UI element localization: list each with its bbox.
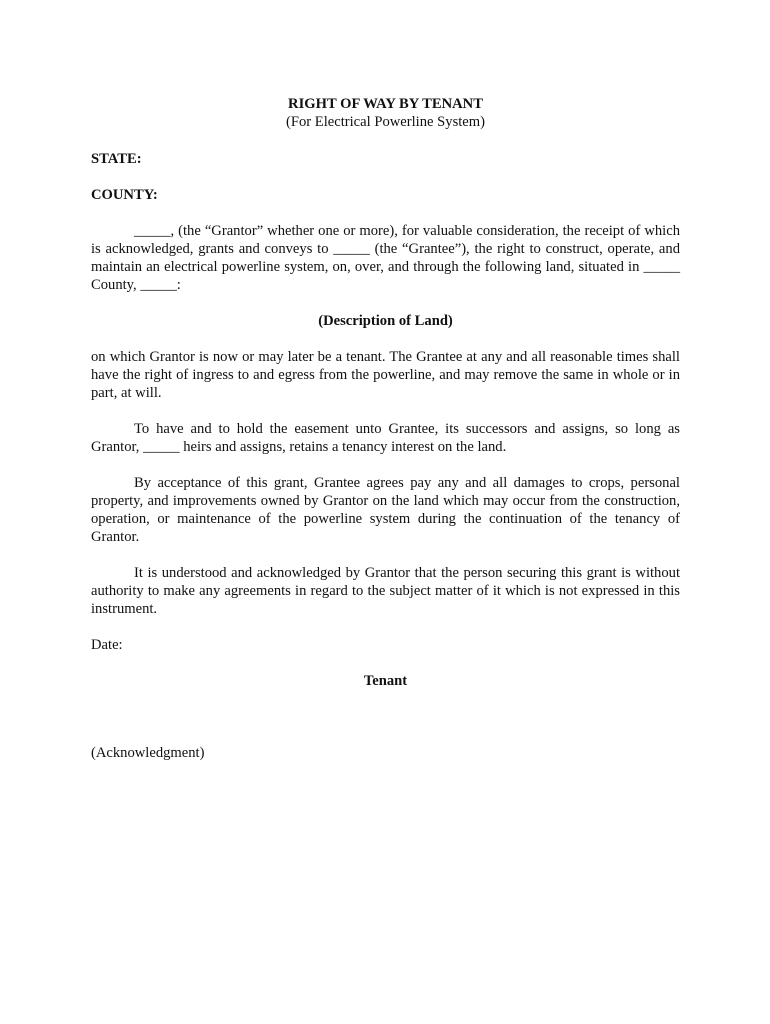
authority-paragraph: It is understood and acknowledged by Grantor that the person securing this grant is without authority to make any agreements in regard to the subject matter of it which is not expressed in this instrument. — [91, 565, 680, 617]
document-page — [91, 95, 680, 762]
acknowledgment-label: (Acknowledgment) — [91, 745, 205, 761]
date-label: Date: — [91, 637, 123, 653]
habendum-paragraph: To have and to hold the easement unto Grantee, its successors and assigns, so long as Grantor, _____ heirs and assigns, retains a tenancy interest on the land. — [91, 421, 680, 455]
document-title: RIGHT OF WAY BY TENANT — [288, 96, 483, 112]
description-of-land-heading: (Description of Land) — [318, 313, 453, 329]
document-subtitle: (For Electrical Powerline System) — [286, 114, 485, 130]
tenancy-paragraph: on which Grantor is now or may later be a tenant. The Grantee at any and all reasonable times shall have the right of ingress to and egress from the powerline, and may remove the same in whole or in part, at will. — [91, 349, 680, 401]
grant-paragraph: _____, (the “Grantor” whether one or more), for valuable consideration, the receipt of which is acknowledged, grants and conveys to _____ (the “Grantee”), the right to construct, operate, and maintain an electrical powerline system, on, over, and through the following land, situated in _____ County, _____: — [91, 223, 680, 293]
tenant-signature-label: Tenant — [363, 673, 408, 689]
county-label: COUNTY: — [91, 187, 158, 203]
damages-paragraph: By acceptance of this grant, Grantee agrees pay any and all damages to crops, personal property, and improvements owned by Grantor on the land which may occur from the construction, operation, or maintenance of the powerline system during the continuation of the tenancy of Grantor. — [91, 475, 680, 545]
state-label: STATE: — [91, 151, 142, 167]
